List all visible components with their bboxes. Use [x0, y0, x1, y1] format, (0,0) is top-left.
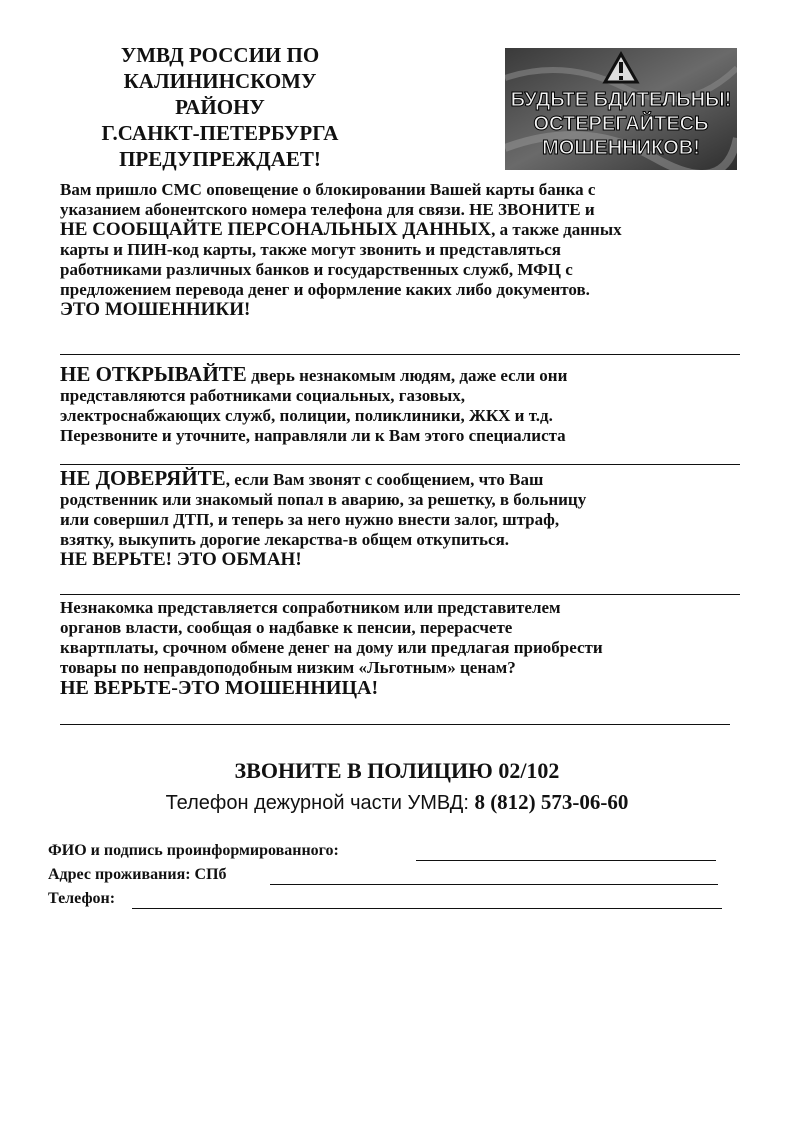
paragraph-line: Вам пришло СМС оповещение о блокировании Вашей карты банка с — [60, 180, 596, 199]
paragraph-line: родственник или знакомый попал в аварию, за решетку, в больницу — [60, 490, 587, 509]
warning-banner-graphic — [505, 48, 737, 170]
duty-phone-line — [0, 790, 794, 815]
header-line: ПРЕДУПРЕЖДАЕТ! — [119, 147, 321, 171]
section-conclusion: НЕ ВЕРЬТЕ-ЭТО МОШЕННИЦА! — [60, 677, 379, 699]
paragraph-line: предложением перевода денег и оформление каких либо документов. — [60, 280, 590, 299]
paragraph-line — [60, 220, 740, 240]
address-label: Адрес проживания: СПб — [48, 866, 227, 883]
emphasis-text: НЕ ОТКРЫВАЙТЕ — [60, 362, 247, 386]
paragraph-line: квартплаты, срочном обмене денег на дому или предлагая приобрести — [60, 638, 603, 657]
divider — [60, 724, 730, 725]
door-warning-section — [60, 364, 740, 446]
phone-field[interactable] — [132, 892, 722, 909]
paragraph-line: электроснабжающих служб, полиции, поликлиники, ЖКХ и т.д. — [60, 406, 553, 425]
paragraph-line: взятку, выкупить дорогие лекарства-в общем откупиться. — [60, 530, 510, 549]
relative-scam-section — [60, 468, 740, 570]
warning-banner — [505, 48, 737, 170]
paragraph-text: , а также данных — [491, 220, 622, 239]
section-conclusion: ЭТО МОШЕННИКИ! — [60, 299, 251, 320]
paragraph-line: органов власти, сообщая о надбавке к пенсии, перерасчете — [60, 618, 513, 637]
paragraph-line: работниками различных банков и государственных служб, МФЦ с — [60, 260, 573, 279]
header-line: РАЙОНУ — [175, 95, 265, 119]
paragraph-line: или совершил ДТП, и теперь за него нужно внести залог, штраф, — [60, 510, 560, 529]
section-conclusion: НЕ ВЕРЬТЕ! ЭТО ОБМАН! — [60, 549, 302, 570]
paragraph-line: товары по неправдоподобным низким «Льготным» ценам? — [60, 658, 516, 677]
paragraph-line: Незнакомка представляется сопработником или представителем — [60, 598, 561, 617]
paragraph-line: указанием абонентского номера телефона для связи. НЕ ЗВОНИТЕ и — [60, 200, 595, 219]
emphasis-text: НЕ ДОВЕРЯЙТЕ — [60, 466, 226, 490]
paragraph-line: карты и ПИН-код карты, также могут звонить и представляться — [60, 240, 561, 259]
address-field[interactable] — [270, 868, 718, 885]
fio-label: ФИО и подпись проинформированного: — [48, 842, 339, 859]
header-line: КАЛИНИНСКОМУ — [123, 69, 317, 93]
divider — [60, 354, 740, 355]
banner-line-1: БУДЬТЕ БДИТЕЛЬНЫ! — [510, 89, 732, 111]
divider — [60, 464, 740, 465]
divider — [60, 594, 740, 595]
paragraph-line: представляются работниками социальных, газовых, — [60, 386, 466, 405]
fio-field[interactable] — [416, 844, 716, 861]
impostor-section — [60, 598, 740, 698]
paragraph-line: Перезвоните и уточните, направляли ли к Вам этого специалиста — [60, 426, 566, 445]
paragraph-line — [60, 468, 740, 490]
call-police-heading: ЗВОНИТЕ В ПОЛИЦИЮ 02/102 — [234, 758, 560, 783]
issuer-header — [70, 42, 370, 172]
paragraph-text: , если Вам звонят с сообщением, что Ваш — [225, 470, 544, 489]
duty-phone-number: 8 (812) 573-06-60 — [474, 790, 629, 814]
emphasis-text: НЕ СООБЩАЙТЕ ПЕРСОНАЛЬНЫХ ДАННЫХ — [60, 219, 492, 240]
banner-line-3: МОШЕННИКОВ! — [542, 137, 700, 159]
header-line: Г.САНКТ-ПЕТЕРБУРГА — [101, 121, 339, 145]
header-line: УМВД РОССИИ ПО — [120, 43, 320, 67]
sms-warning-section — [60, 180, 740, 320]
phone-label: Телефон: — [48, 890, 116, 907]
banner-line-2: ОСТЕРЕГАЙТЕСЬ — [533, 113, 709, 135]
paragraph-line — [60, 364, 740, 386]
paragraph-text: дверь незнакомым людям, даже если они — [246, 366, 568, 385]
duty-phone-label: Телефон дежурной части УМВД: — [165, 792, 475, 814]
